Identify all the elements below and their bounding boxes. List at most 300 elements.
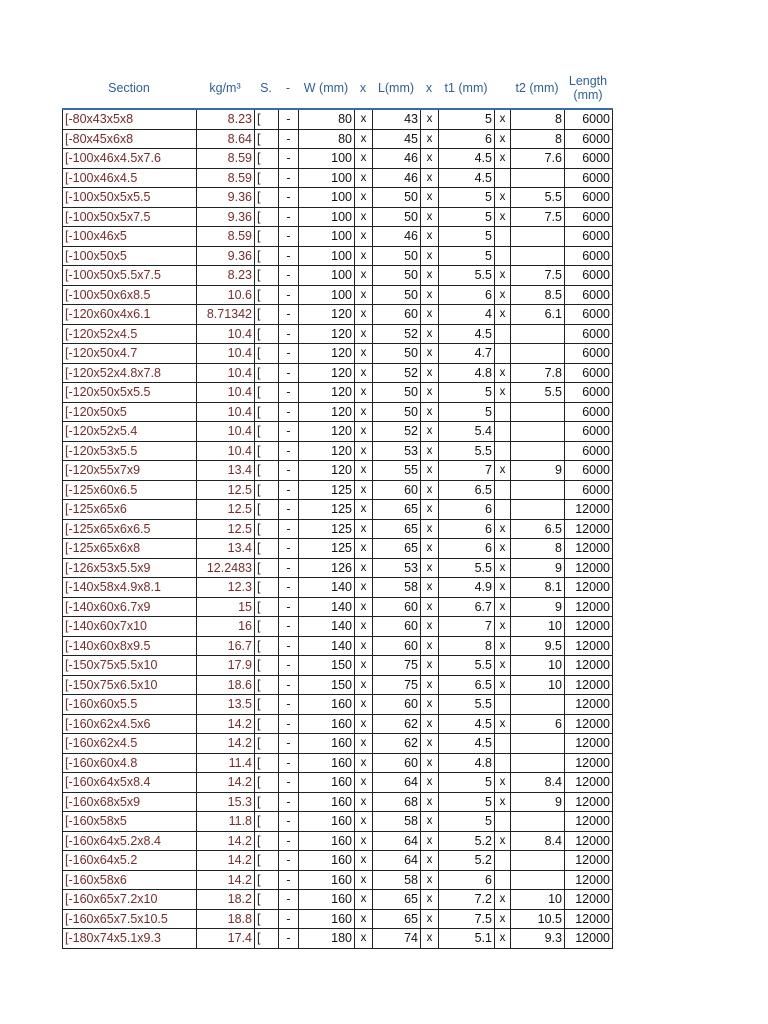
cell-length[interactable]: 6000	[565, 305, 613, 325]
cell-section[interactable]: [-160x62x4.5x6	[63, 714, 197, 734]
cell-w[interactable]: 125	[299, 519, 355, 539]
cell-section[interactable]: [-100x50x5x5.5	[63, 188, 197, 208]
cell-t1[interactable]: 7.2	[439, 890, 495, 910]
cell-t2[interactable]: 7.5	[511, 207, 565, 227]
cell-t2[interactable]: 10	[511, 890, 565, 910]
cell-x[interactable]	[495, 870, 511, 890]
cell-shape[interactable]: [	[255, 558, 279, 578]
cell-kg-per-m[interactable]: 13.5	[197, 695, 255, 715]
cell-kg-per-m[interactable]: 10.4	[197, 422, 255, 442]
cell-w[interactable]: 160	[299, 792, 355, 812]
cell-t2[interactable]	[511, 870, 565, 890]
cell-x[interactable]: x	[495, 636, 511, 656]
cell-l[interactable]: 65	[373, 890, 421, 910]
cell-l[interactable]: 46	[373, 168, 421, 188]
cell-w[interactable]: 120	[299, 441, 355, 461]
cell-length[interactable]: 6000	[565, 480, 613, 500]
cell-t1[interactable]: 6.5	[439, 675, 495, 695]
cell-t1[interactable]: 7	[439, 617, 495, 637]
cell-x[interactable]: x	[355, 285, 373, 305]
cell-t1[interactable]: 5.2	[439, 831, 495, 851]
cell-shape[interactable]: [	[255, 636, 279, 656]
cell-kg-per-m[interactable]: 8.71342	[197, 305, 255, 325]
cell-length[interactable]: 6000	[565, 149, 613, 169]
cell-x[interactable]: x	[355, 266, 373, 286]
cell-l[interactable]: 65	[373, 909, 421, 929]
cell-length[interactable]: 6000	[565, 383, 613, 403]
cell-section[interactable]: [-100x50x5x7.5	[63, 207, 197, 227]
cell-kg-per-m[interactable]: 8.23	[197, 109, 255, 129]
cell-shape[interactable]: [	[255, 714, 279, 734]
cell-kg-per-m[interactable]: 17.9	[197, 656, 255, 676]
cell-w[interactable]: 140	[299, 636, 355, 656]
cell-shape[interactable]: [	[255, 519, 279, 539]
cell-x[interactable]	[495, 480, 511, 500]
cell-section[interactable]: [-120x52x5.4	[63, 422, 197, 442]
cell-t2[interactable]	[511, 851, 565, 871]
cell-x[interactable]: x	[355, 129, 373, 149]
cell-w[interactable]: 100	[299, 168, 355, 188]
cell-t2[interactable]	[511, 246, 565, 266]
cell-t1[interactable]: 5	[439, 188, 495, 208]
cell-l[interactable]: 50	[373, 207, 421, 227]
cell-t2[interactable]: 8.5	[511, 285, 565, 305]
cell-shape[interactable]: [	[255, 461, 279, 481]
cell-length[interactable]: 6000	[565, 363, 613, 383]
cell-t1[interactable]: 5	[439, 109, 495, 129]
cell-shape[interactable]: [	[255, 168, 279, 188]
cell-t2[interactable]	[511, 480, 565, 500]
cell-x[interactable]: x	[421, 363, 439, 383]
cell-x[interactable]: x	[421, 890, 439, 910]
cell-x[interactable]: x	[495, 656, 511, 676]
cell-t1[interactable]: 5	[439, 207, 495, 227]
cell-x[interactable]: x	[355, 480, 373, 500]
cell-x[interactable]: x	[355, 714, 373, 734]
cell-section[interactable]: [-140x60x8x9.5	[63, 636, 197, 656]
cell-section[interactable]: [-100x50x5	[63, 246, 197, 266]
cell-section[interactable]: [-120x50x4.7	[63, 344, 197, 364]
cell-x[interactable]: x	[421, 305, 439, 325]
cell-length[interactable]: 6000	[565, 168, 613, 188]
cell-length[interactable]: 12000	[565, 597, 613, 617]
cell-shape[interactable]: [	[255, 363, 279, 383]
cell-x[interactable]: x	[355, 109, 373, 129]
cell-w[interactable]: 160	[299, 695, 355, 715]
cell-section[interactable]: [-160x62x4.5	[63, 734, 197, 754]
cell-dash[interactable]: -	[279, 812, 299, 832]
cell-dash[interactable]: -	[279, 792, 299, 812]
cell-dash[interactable]: -	[279, 714, 299, 734]
cell-dash[interactable]: -	[279, 831, 299, 851]
cell-l[interactable]: 52	[373, 363, 421, 383]
cell-shape[interactable]: [	[255, 246, 279, 266]
cell-x[interactable]: x	[421, 909, 439, 929]
cell-x[interactable]: x	[421, 480, 439, 500]
cell-t1[interactable]: 6	[439, 870, 495, 890]
cell-dash[interactable]: -	[279, 773, 299, 793]
cell-kg-per-m[interactable]: 14.2	[197, 870, 255, 890]
cell-dash[interactable]: -	[279, 402, 299, 422]
cell-shape[interactable]: [	[255, 422, 279, 442]
cell-x[interactable]: x	[495, 207, 511, 227]
cell-w[interactable]: 100	[299, 207, 355, 227]
cell-length[interactable]: 12000	[565, 909, 613, 929]
cell-x[interactable]: x	[355, 344, 373, 364]
cell-x[interactable]: x	[421, 675, 439, 695]
cell-shape[interactable]: [	[255, 285, 279, 305]
cell-l[interactable]: 50	[373, 383, 421, 403]
cell-section[interactable]: [-120x50x5	[63, 402, 197, 422]
cell-x[interactable]: x	[495, 109, 511, 129]
cell-shape[interactable]: [	[255, 578, 279, 598]
cell-w[interactable]: 140	[299, 617, 355, 637]
cell-length[interactable]: 12000	[565, 792, 613, 812]
cell-w[interactable]: 80	[299, 109, 355, 129]
cell-section[interactable]: [-100x46x4.5x7.6	[63, 149, 197, 169]
cell-t1[interactable]: 4.8	[439, 363, 495, 383]
cell-x[interactable]: x	[355, 207, 373, 227]
cell-section[interactable]: [-120x52x4.8x7.8	[63, 363, 197, 383]
cell-t1[interactable]: 7.5	[439, 909, 495, 929]
cell-section[interactable]: [-160x68x5x9	[63, 792, 197, 812]
cell-t1[interactable]: 6	[439, 500, 495, 520]
cell-x[interactable]: x	[355, 168, 373, 188]
cell-x[interactable]: x	[421, 461, 439, 481]
cell-l[interactable]: 50	[373, 285, 421, 305]
cell-x[interactable]: x	[355, 149, 373, 169]
cell-dash[interactable]: -	[279, 363, 299, 383]
cell-x[interactable]: x	[421, 870, 439, 890]
cell-w[interactable]: 160	[299, 851, 355, 871]
cell-l[interactable]: 58	[373, 870, 421, 890]
cell-t2[interactable]	[511, 344, 565, 364]
cell-w[interactable]: 120	[299, 305, 355, 325]
cell-dash[interactable]: -	[279, 675, 299, 695]
cell-kg-per-m[interactable]: 18.2	[197, 890, 255, 910]
cell-x[interactable]: x	[421, 773, 439, 793]
cell-x[interactable]	[495, 422, 511, 442]
cell-t2[interactable]: 6.5	[511, 519, 565, 539]
cell-length[interactable]: 6000	[565, 344, 613, 364]
cell-section[interactable]: [-150x75x5.5x10	[63, 656, 197, 676]
cell-section[interactable]: [-100x50x5.5x7.5	[63, 266, 197, 286]
cell-shape[interactable]: [	[255, 734, 279, 754]
cell-t1[interactable]: 4.5	[439, 324, 495, 344]
cell-t2[interactable]	[511, 324, 565, 344]
cell-t2[interactable]	[511, 422, 565, 442]
cell-t1[interactable]: 6	[439, 285, 495, 305]
cell-kg-per-m[interactable]: 10.4	[197, 324, 255, 344]
cell-x[interactable]: x	[421, 812, 439, 832]
cell-section[interactable]: [-125x65x6	[63, 500, 197, 520]
cell-kg-per-m[interactable]: 9.36	[197, 246, 255, 266]
cell-t2[interactable]: 9	[511, 792, 565, 812]
cell-kg-per-m[interactable]: 11.8	[197, 812, 255, 832]
cell-t2[interactable]: 8	[511, 539, 565, 559]
cell-w[interactable]: 160	[299, 870, 355, 890]
cell-kg-per-m[interactable]: 15.3	[197, 792, 255, 812]
cell-w[interactable]: 120	[299, 344, 355, 364]
cell-x[interactable]: x	[421, 714, 439, 734]
cell-x[interactable]: x	[355, 636, 373, 656]
cell-x[interactable]: x	[495, 929, 511, 949]
cell-x[interactable]: x	[421, 246, 439, 266]
cell-x[interactable]: x	[355, 363, 373, 383]
cell-dash[interactable]: -	[279, 285, 299, 305]
cell-x[interactable]: x	[421, 792, 439, 812]
cell-t2[interactable]	[511, 227, 565, 247]
cell-dash[interactable]: -	[279, 324, 299, 344]
cell-l[interactable]: 64	[373, 851, 421, 871]
cell-l[interactable]: 50	[373, 246, 421, 266]
cell-section[interactable]: [-140x60x6.7x9	[63, 597, 197, 617]
cell-shape[interactable]: [	[255, 344, 279, 364]
cell-x[interactable]: x	[355, 422, 373, 442]
cell-x[interactable]: x	[355, 792, 373, 812]
cell-x[interactable]: x	[355, 753, 373, 773]
cell-dash[interactable]: -	[279, 578, 299, 598]
cell-x[interactable]: x	[421, 578, 439, 598]
cell-x[interactable]	[495, 500, 511, 520]
cell-shape[interactable]: [	[255, 929, 279, 949]
cell-dash[interactable]: -	[279, 480, 299, 500]
cell-x[interactable]: x	[355, 597, 373, 617]
cell-kg-per-m[interactable]: 18.8	[197, 909, 255, 929]
cell-l[interactable]: 53	[373, 441, 421, 461]
cell-x[interactable]: x	[355, 441, 373, 461]
cell-w[interactable]: 160	[299, 714, 355, 734]
cell-dash[interactable]: -	[279, 909, 299, 929]
cell-x[interactable]: x	[495, 617, 511, 637]
cell-section[interactable]: [-160x64x5.2x8.4	[63, 831, 197, 851]
cell-t1[interactable]: 6	[439, 519, 495, 539]
cell-w[interactable]: 120	[299, 461, 355, 481]
cell-kg-per-m[interactable]: 9.36	[197, 207, 255, 227]
cell-t1[interactable]: 6	[439, 539, 495, 559]
cell-dash[interactable]: -	[279, 207, 299, 227]
cell-kg-per-m[interactable]: 12.5	[197, 519, 255, 539]
cell-x[interactable]: x	[355, 578, 373, 598]
cell-t1[interactable]: 8	[439, 636, 495, 656]
cell-shape[interactable]: [	[255, 890, 279, 910]
cell-x[interactable]: x	[355, 188, 373, 208]
cell-x[interactable]: x	[495, 305, 511, 325]
cell-shape[interactable]: [	[255, 109, 279, 129]
cell-shape[interactable]: [	[255, 227, 279, 247]
cell-x[interactable]: x	[355, 812, 373, 832]
cell-kg-per-m[interactable]: 10.4	[197, 402, 255, 422]
cell-section[interactable]: [-120x60x4x6.1	[63, 305, 197, 325]
cell-x[interactable]: x	[355, 617, 373, 637]
cell-section[interactable]: [-140x60x7x10	[63, 617, 197, 637]
cell-x[interactable]: x	[355, 246, 373, 266]
cell-x[interactable]: x	[421, 636, 439, 656]
cell-shape[interactable]: [	[255, 792, 279, 812]
cell-x[interactable]: x	[421, 851, 439, 871]
cell-w[interactable]: 100	[299, 188, 355, 208]
cell-l[interactable]: 43	[373, 109, 421, 129]
cell-t1[interactable]: 4.5	[439, 168, 495, 188]
cell-t2[interactable]: 10	[511, 656, 565, 676]
cell-x[interactable]: x	[421, 149, 439, 169]
cell-w[interactable]: 160	[299, 909, 355, 929]
cell-dash[interactable]: -	[279, 344, 299, 364]
cell-length[interactable]: 12000	[565, 675, 613, 695]
cell-shape[interactable]: [	[255, 656, 279, 676]
cell-w[interactable]: 80	[299, 129, 355, 149]
cell-t2[interactable]	[511, 812, 565, 832]
cell-section[interactable]: [-100x46x5	[63, 227, 197, 247]
cell-length[interactable]: 12000	[565, 695, 613, 715]
cell-t1[interactable]: 6.7	[439, 597, 495, 617]
cell-l[interactable]: 50	[373, 344, 421, 364]
cell-t2[interactable]: 7.5	[511, 266, 565, 286]
cell-dash[interactable]: -	[279, 890, 299, 910]
cell-t1[interactable]: 4.5	[439, 734, 495, 754]
cell-x[interactable]: x	[495, 675, 511, 695]
cell-t2[interactable]: 10	[511, 617, 565, 637]
cell-length[interactable]: 12000	[565, 617, 613, 637]
cell-x[interactable]: x	[355, 831, 373, 851]
cell-x[interactable]: x	[421, 324, 439, 344]
cell-shape[interactable]: [	[255, 305, 279, 325]
cell-length[interactable]: 6000	[565, 227, 613, 247]
cell-x[interactable]: x	[495, 578, 511, 598]
cell-dash[interactable]: -	[279, 617, 299, 637]
cell-l[interactable]: 45	[373, 129, 421, 149]
cell-dash[interactable]: -	[279, 266, 299, 286]
cell-dash[interactable]: -	[279, 441, 299, 461]
cell-w[interactable]: 160	[299, 890, 355, 910]
cell-l[interactable]: 68	[373, 792, 421, 812]
cell-section[interactable]: [-125x60x6.5	[63, 480, 197, 500]
cell-l[interactable]: 60	[373, 753, 421, 773]
cell-kg-per-m[interactable]: 10.4	[197, 441, 255, 461]
cell-x[interactable]	[495, 851, 511, 871]
cell-t1[interactable]: 5	[439, 812, 495, 832]
cell-shape[interactable]: [	[255, 831, 279, 851]
cell-x[interactable]: x	[421, 753, 439, 773]
cell-t2[interactable]: 9	[511, 597, 565, 617]
cell-t1[interactable]: 5.5	[439, 656, 495, 676]
cell-shape[interactable]: [	[255, 441, 279, 461]
cell-kg-per-m[interactable]: 12.5	[197, 500, 255, 520]
cell-x[interactable]: x	[355, 695, 373, 715]
cell-x[interactable]: x	[421, 109, 439, 129]
cell-length[interactable]: 12000	[565, 890, 613, 910]
cell-length[interactable]: 12000	[565, 773, 613, 793]
cell-t1[interactable]: 5	[439, 402, 495, 422]
cell-length[interactable]: 12000	[565, 870, 613, 890]
cell-t1[interactable]: 5.2	[439, 851, 495, 871]
cell-section[interactable]: [-160x65x7.2x10	[63, 890, 197, 910]
cell-t1[interactable]: 5.5	[439, 266, 495, 286]
cell-shape[interactable]: [	[255, 188, 279, 208]
cell-kg-per-m[interactable]: 8.59	[197, 227, 255, 247]
cell-kg-per-m[interactable]: 12.2483	[197, 558, 255, 578]
cell-x[interactable]: x	[355, 870, 373, 890]
cell-section[interactable]: [-160x64x5.2	[63, 851, 197, 871]
cell-x[interactable]: x	[495, 519, 511, 539]
cell-x[interactable]: x	[421, 734, 439, 754]
cell-t1[interactable]: 5.4	[439, 422, 495, 442]
cell-t1[interactable]: 5.5	[439, 558, 495, 578]
cell-x[interactable]: x	[421, 344, 439, 364]
cell-t2[interactable]: 9.3	[511, 929, 565, 949]
cell-t1[interactable]: 5	[439, 792, 495, 812]
cell-x[interactable]	[495, 227, 511, 247]
cell-dash[interactable]: -	[279, 422, 299, 442]
cell-x[interactable]	[495, 441, 511, 461]
cell-x[interactable]: x	[355, 734, 373, 754]
cell-l[interactable]: 65	[373, 519, 421, 539]
cell-x[interactable]: x	[421, 266, 439, 286]
cell-kg-per-m[interactable]: 16	[197, 617, 255, 637]
cell-w[interactable]: 120	[299, 383, 355, 403]
cell-x[interactable]	[495, 246, 511, 266]
cell-l[interactable]: 62	[373, 714, 421, 734]
cell-shape[interactable]: [	[255, 909, 279, 929]
cell-shape[interactable]: [	[255, 851, 279, 871]
cell-w[interactable]: 140	[299, 578, 355, 598]
cell-t1[interactable]: 5.1	[439, 929, 495, 949]
cell-section[interactable]: [-80x43x5x8	[63, 109, 197, 129]
cell-x[interactable]: x	[421, 519, 439, 539]
cell-shape[interactable]: [	[255, 500, 279, 520]
cell-dash[interactable]: -	[279, 149, 299, 169]
cell-t2[interactable]: 7.6	[511, 149, 565, 169]
cell-w[interactable]: 150	[299, 675, 355, 695]
cell-kg-per-m[interactable]: 9.36	[197, 188, 255, 208]
cell-section[interactable]: [-100x46x4.5	[63, 168, 197, 188]
cell-kg-per-m[interactable]: 14.2	[197, 831, 255, 851]
cell-t2[interactable]: 6	[511, 714, 565, 734]
cell-t1[interactable]: 5.5	[439, 695, 495, 715]
cell-x[interactable]: x	[355, 773, 373, 793]
cell-w[interactable]: 120	[299, 422, 355, 442]
cell-dash[interactable]: -	[279, 695, 299, 715]
cell-x[interactable]: x	[355, 558, 373, 578]
cell-x[interactable]: x	[355, 929, 373, 949]
cell-l[interactable]: 64	[373, 773, 421, 793]
cell-length[interactable]: 12000	[565, 500, 613, 520]
cell-dash[interactable]: -	[279, 851, 299, 871]
cell-x[interactable]	[495, 734, 511, 754]
cell-t1[interactable]: 4.5	[439, 714, 495, 734]
cell-t2[interactable]: 9	[511, 461, 565, 481]
cell-l[interactable]: 65	[373, 539, 421, 559]
cell-l[interactable]: 50	[373, 402, 421, 422]
cell-x[interactable]: x	[355, 539, 373, 559]
cell-t2[interactable]: 9	[511, 558, 565, 578]
cell-l[interactable]: 65	[373, 500, 421, 520]
cell-t1[interactable]: 7	[439, 461, 495, 481]
cell-x[interactable]: x	[355, 461, 373, 481]
cell-dash[interactable]: -	[279, 519, 299, 539]
cell-kg-per-m[interactable]: 8.59	[197, 149, 255, 169]
cell-section[interactable]: [-125x65x6x8	[63, 539, 197, 559]
cell-t2[interactable]: 8.4	[511, 773, 565, 793]
cell-x[interactable]: x	[421, 441, 439, 461]
cell-dash[interactable]: -	[279, 558, 299, 578]
cell-l[interactable]: 60	[373, 636, 421, 656]
cell-shape[interactable]: [	[255, 129, 279, 149]
cell-kg-per-m[interactable]: 10.6	[197, 285, 255, 305]
cell-x[interactable]: x	[421, 656, 439, 676]
cell-section[interactable]: [-160x58x5	[63, 812, 197, 832]
cell-x[interactable]: x	[421, 617, 439, 637]
